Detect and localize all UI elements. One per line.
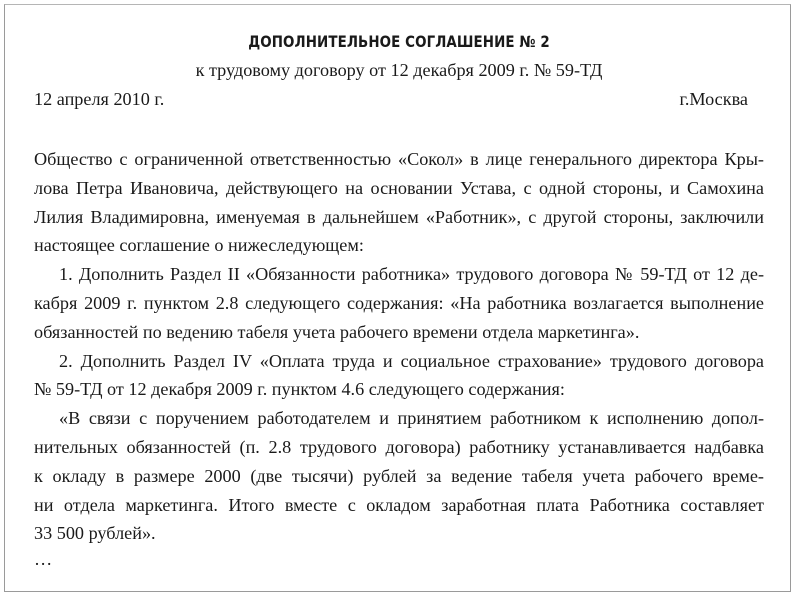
body-line: настоящее соглашение о нижеследующем: — [34, 235, 364, 256]
quote-line: «В связи с поручением работодателем и принятием работником к исполнению допол- — [59, 408, 764, 429]
document-subtitle: к трудовому договору от 12 декабря 2009 г. № 59-ТД — [195, 60, 603, 80]
document-city: г.Москва — [679, 89, 748, 109]
document-title: ДОПОЛНИТЕЛЬНОЕ СОГЛАШЕНИЕ № 2 — [248, 33, 550, 51]
quote-line: 33 500 рублей». — [34, 523, 156, 544]
clause-1-line: 1. Дополнить Раздел II «Обязанности работника» трудового договора № 59-ТД от 12 де- — [59, 264, 764, 285]
quote-line: ни отдела маркетинга. Итого вместе с окладом заработная плата Работника составляет — [34, 494, 764, 515]
quote-line: к окладу в размере 2000 (две тысячи) рублей за ведение табеля учета рабочего време- — [34, 465, 764, 486]
frame-gap-right — [782, 39, 788, 69]
frame-gap-left — [7, 39, 13, 69]
clause-2-line: 2. Дополнить Раздел IV «Оплата труда и социальное страхование» трудового договора — [59, 350, 764, 371]
quote-line: нительных обязанностей (п. 2.8 трудового договора) работнику устанавливается надбавка — [34, 436, 764, 457]
body-line: лова Петра Ивановича, действующего на основании Устава, с одной стороны, и Самохина — [34, 177, 764, 198]
body-line: Лилия Владимировна, именуемая в дальнейшем «Работник», с другой стороны, заключили — [34, 206, 764, 227]
clause-2-line: № 59-ТД от 12 декабря 2009 г. пунктом 4.6 следующего содержания: — [34, 379, 565, 400]
clause-1-line: обязанностей по ведению табеля учета рабочего времени отдела маркетинга». — [34, 321, 640, 342]
date-place-row — [34, 89, 748, 110]
clause-1-line: кабря 2009 г. пунктом 2.8 следующего содержания: «На работника возлагается выполнение — [34, 292, 764, 313]
document-date: 12 апреля 2010 г. — [34, 89, 165, 109]
body-line: Общество с ограниченной ответственностью «Сокол» в лице генерального директора Кры- — [34, 149, 764, 169]
document-body — [34, 145, 764, 548]
continuation-ellipsis: … — [34, 549, 53, 569]
